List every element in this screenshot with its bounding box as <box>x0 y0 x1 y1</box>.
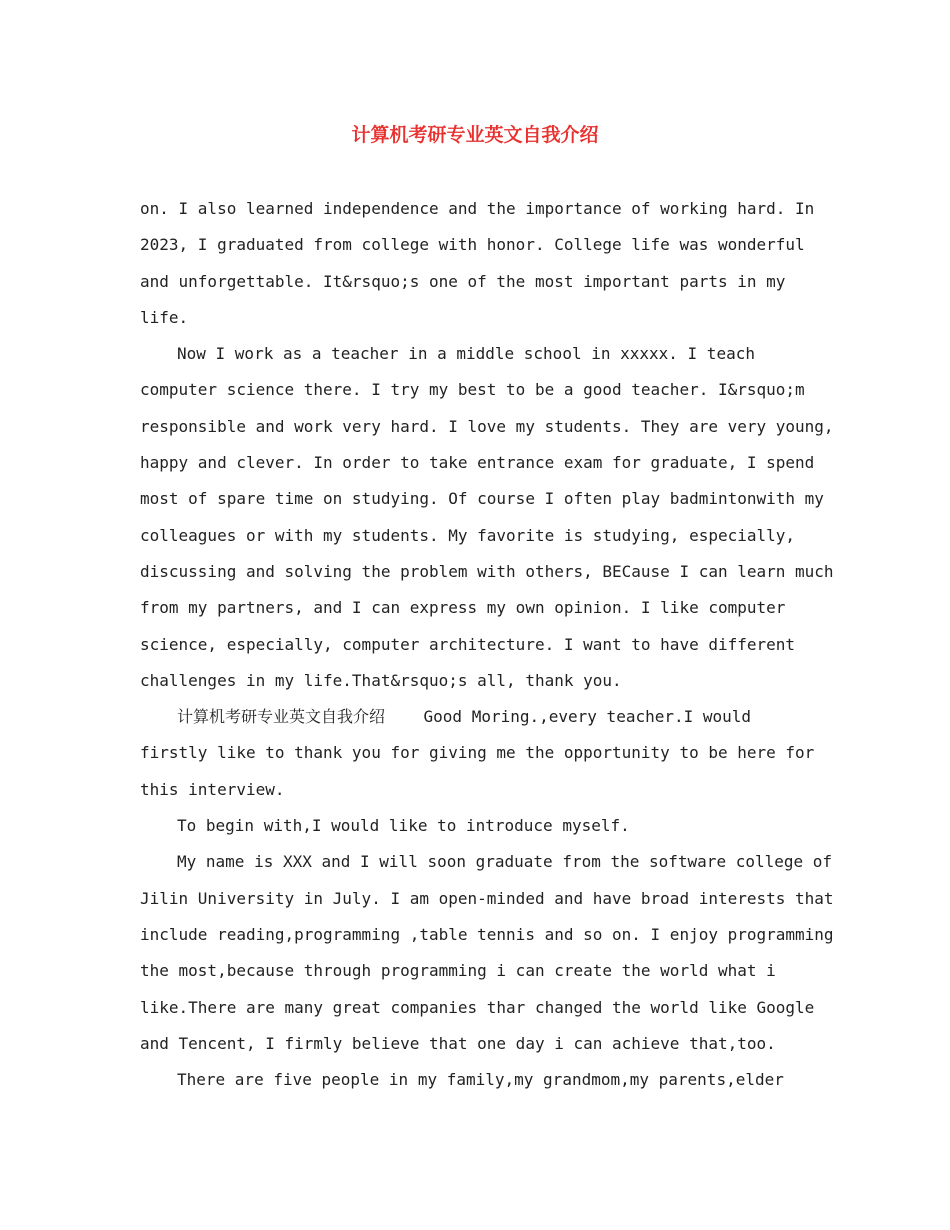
document-title: 计算机考研专业英文自我介绍 <box>351 124 599 146</box>
text-line: 2023, I graduated from college with honor. College life was wonderful <box>140 235 805 255</box>
text-line: responsible and work very hard. I love my students. They are very young, <box>140 416 834 436</box>
text-line: colleagues or with my students. My favorite is studying, especially, <box>140 525 796 545</box>
text-line: firstly like to thank you for giving me the opportunity to be here for <box>140 743 815 763</box>
text-line: There are five people in my family,my grandmom,my parents,elder <box>177 1070 784 1090</box>
text-line: and unforgettable. It&rsquo;s one of the most important parts in my <box>140 271 786 291</box>
text-line: Jilin University in July. I am open-minded and have broad interests that <box>140 888 834 908</box>
text-line: challenges in my life.That&rsquo;s all, thank you. <box>140 670 622 690</box>
text-line: on. I also learned independence and the importance of working hard. In <box>140 199 815 218</box>
text-line: and Tencent, I firmly believe that one day i can achieve that,too. <box>140 1033 776 1053</box>
text-line: like.There are many great companies thar changed the world like Google <box>140 997 815 1017</box>
text-line: from my partners, and I can express my own opinion. I like computer <box>140 598 786 618</box>
document-body <box>140 191 834 1098</box>
text-line: the most,because through programming i can create the world what i <box>140 961 776 981</box>
text-line: this interview. <box>140 779 285 799</box>
text-line: Now I work as a teacher in a middle school in xxxxx. I teach <box>177 344 755 364</box>
text-line: most of spare time on studying. Of course I often play badmintonwith my <box>140 489 824 509</box>
text-line: computer science there. I try my best to be a good teacher. I&rsquo;m <box>140 380 805 400</box>
text-line: To begin with,I would like to introduce myself. <box>177 816 630 836</box>
text-line: include reading,programming ,table tennis and so on. I enjoy programming <box>140 924 834 944</box>
text-line: life. <box>140 307 189 327</box>
text-line: happy and clever. In order to take entrance exam for graduate, I spend <box>140 453 815 473</box>
text-line: My name is XXX and I will soon graduate from the software college of <box>177 852 833 872</box>
text-line: discussing and solving the problem with others, BECause I can learn much <box>140 561 834 581</box>
text-line: 计算机考研专业英文自我介绍 Good Moring.,every teacher.I would <box>177 707 752 727</box>
text-line: science, especially, computer architecture. I want to have different <box>140 634 796 654</box>
